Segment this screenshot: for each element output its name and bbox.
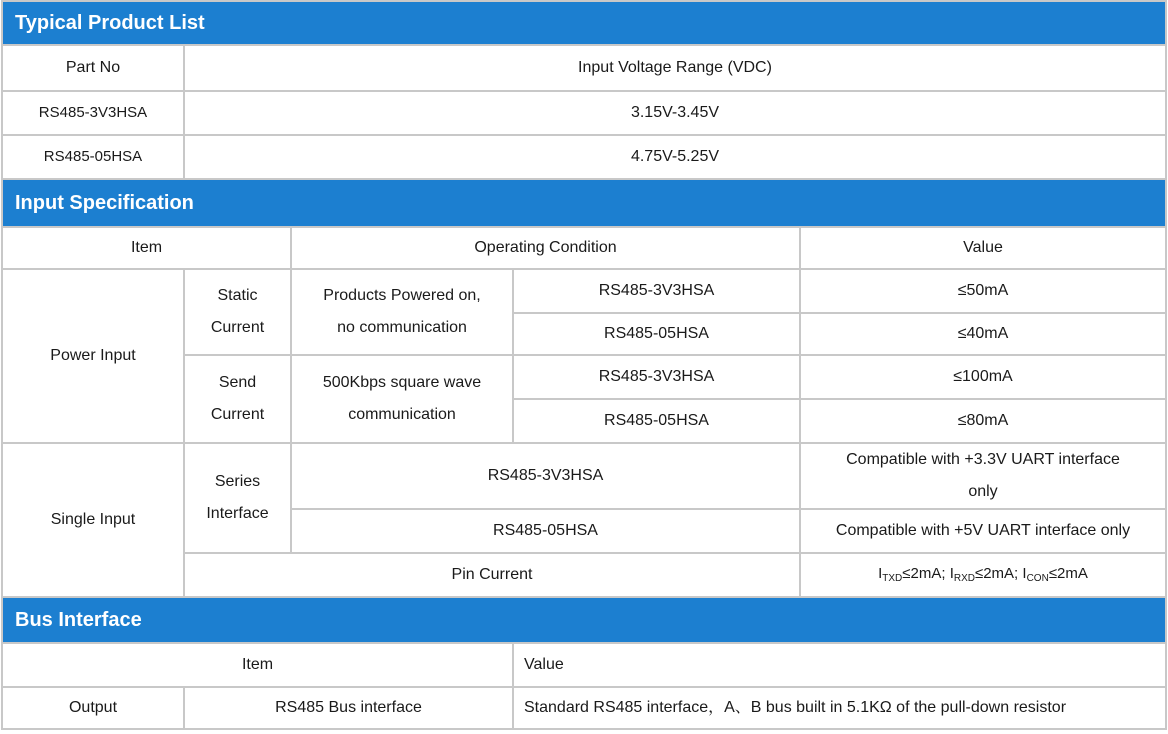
product-list-table <box>1 44 1167 180</box>
part-cell: RS485-05HSA <box>291 509 800 553</box>
part-cell: RS485-05HSA <box>513 399 800 443</box>
table-row <box>2 643 1166 687</box>
header-part-no: Part No <box>2 45 184 91</box>
part-cell: RS485-05HSA <box>513 313 800 355</box>
value-cell: ≤80mA <box>800 399 1166 443</box>
header-input-voltage-range: Input Voltage Range (VDC) <box>184 45 1166 91</box>
header-item: Item <box>2 227 291 269</box>
bus-value-cell: Standard RS485 interface，A、B bus built in 5.1KΩ of the pull-down resistor <box>513 687 1166 729</box>
header-item: Item <box>2 643 513 687</box>
section-title: Input Specification <box>15 191 194 214</box>
table-row <box>2 269 1166 313</box>
value-cell: ≤40mA <box>800 313 1166 355</box>
value-cell: Compatible with +3.3V UART interface only <box>800 443 1166 509</box>
table-row <box>2 135 1166 179</box>
table-row <box>2 45 1166 91</box>
header-value: Value <box>800 227 1166 269</box>
part-no-cell: RS485-05HSA <box>2 135 184 179</box>
section-title: Typical Product List <box>15 11 205 34</box>
header-operating-condition: Operating Condition <box>291 227 800 269</box>
voltage-range-cell: 4.75V-5.25V <box>184 135 1166 179</box>
spec-sheet <box>1 0 1167 730</box>
send-condition: 500Kbps square wave communication <box>291 355 513 443</box>
value-cell: ≤100mA <box>800 355 1166 399</box>
part-cell: RS485-3V3HSA <box>513 355 800 399</box>
section-header-input-spec <box>1 180 1167 226</box>
value-cell: Compatible with +5V UART interface only <box>800 509 1166 553</box>
section-title: Bus Interface <box>15 608 142 631</box>
value-cell: ≤50mA <box>800 269 1166 313</box>
bus-item-cell: RS485 Bus interface <box>184 687 513 729</box>
input-spec-table <box>1 226 1167 598</box>
series-interface-label: Series Interface <box>184 443 291 553</box>
part-cell: RS485-3V3HSA <box>291 443 800 509</box>
bus-interface-table <box>1 642 1167 730</box>
header-value: Value <box>513 643 1166 687</box>
section-header-product-list <box>1 0 1167 44</box>
part-no-cell: RS485-3V3HSA <box>2 91 184 135</box>
voltage-range-cell: 3.15V-3.45V <box>184 91 1166 135</box>
table-row <box>2 687 1166 729</box>
single-input-label: Single Input <box>2 443 184 597</box>
static-current-label: Static Current <box>184 269 291 355</box>
part-cell: RS485-3V3HSA <box>513 269 800 313</box>
send-current-label: Send Current <box>184 355 291 443</box>
section-header-bus-interface <box>1 598 1167 642</box>
table-row <box>2 91 1166 135</box>
table-row <box>2 227 1166 269</box>
power-input-label: Power Input <box>2 269 184 443</box>
table-row <box>2 443 1166 509</box>
pin-current-label: Pin Current <box>184 553 800 597</box>
output-label: Output <box>2 687 184 729</box>
pin-current-value: $I_{TXD}\le 2mA$; $I_{RXD}\le 2mA$; $I_{CON}\le 2mA$ <box>800 553 1166 597</box>
static-condition: Products Powered on, no communication <box>291 269 513 355</box>
